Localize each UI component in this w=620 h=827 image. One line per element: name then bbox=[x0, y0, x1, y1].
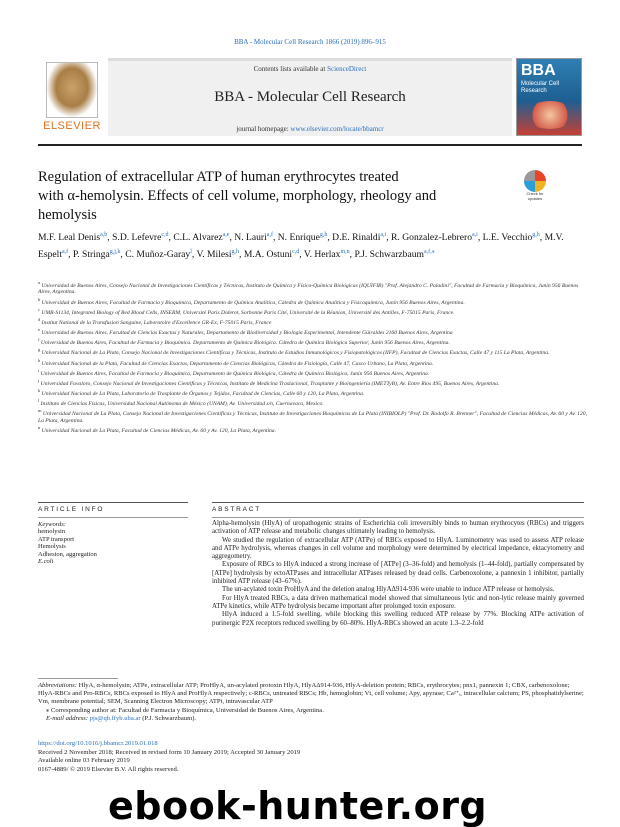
affiliation bbox=[38, 358, 588, 367]
check-for-updates-button[interactable] bbox=[522, 170, 548, 200]
affiliation bbox=[38, 378, 588, 387]
doi-link[interactable]: https://doi.org/10.1016/j.bbamcr.2019.01.018 bbox=[38, 740, 158, 747]
journal-banner bbox=[108, 58, 512, 136]
homepage-line bbox=[108, 125, 512, 133]
keywords-label: Keywords: bbox=[38, 521, 66, 528]
affiliation-text: Universidad Nacional de La Plata, Consejo Nacional de Investigaciones Científicas y Técnicas, Instituto de Investigaciones Bioquímicas de La Plata (INIBIOLP) "Prof. Dr. Rodolfo R. Brenner", Facultad de Ciencias Médicas, Av. 60 y Av. 120, La Plata, Argentina. bbox=[38, 411, 587, 424]
author-name: P. Stringa bbox=[72, 249, 110, 261]
author[interactable] bbox=[173, 232, 229, 243]
paper-title bbox=[38, 168, 508, 225]
affiliation bbox=[38, 347, 588, 356]
elsevier-logo bbox=[38, 58, 106, 136]
abstract-subrule bbox=[212, 517, 584, 518]
author[interactable] bbox=[125, 249, 192, 260]
affiliation-label: c bbox=[38, 306, 40, 312]
affiliation bbox=[38, 368, 588, 377]
author-name: C.L. Alvarez bbox=[173, 232, 223, 244]
author-affiliation-marks[interactable]: c,d bbox=[292, 249, 300, 256]
affiliation-list bbox=[38, 280, 588, 435]
affiliation-label: k bbox=[38, 387, 41, 393]
author[interactable] bbox=[244, 249, 299, 260]
elsevier-tree-icon bbox=[46, 62, 98, 118]
affiliation-label: e bbox=[38, 327, 40, 333]
author[interactable] bbox=[197, 249, 240, 260]
elsevier-logo-text: ELSEVIER bbox=[43, 120, 101, 132]
affiliation-label: n bbox=[38, 424, 41, 430]
homepage-prefix: journal homepage: bbox=[236, 125, 291, 133]
title-line: Regulation of extracellular ATP of human erythrocytes treated bbox=[38, 169, 399, 185]
author-name: S.D. Lefevre bbox=[112, 232, 162, 244]
keywords-block bbox=[38, 521, 188, 566]
author[interactable] bbox=[112, 232, 168, 243]
journal-cover-image bbox=[516, 58, 582, 136]
author[interactable] bbox=[73, 249, 120, 260]
affiliation-text: Universidad Nacional de La Plata, Facultad de Ciencias Médicas, Av. 60 y Av. 120, La Plata, Argentina. bbox=[41, 427, 276, 434]
sciencedirect-link[interactable]: ScienceDirect bbox=[327, 65, 367, 73]
author-affiliation-marks[interactable]: a,f bbox=[61, 249, 69, 256]
author-name: R. Gonzalez-Lebrero bbox=[391, 232, 473, 244]
journal-name: BBA - Molecular Cell Research bbox=[214, 89, 406, 105]
affiliation-text: Institut National de la Transfusion Sanguine, Laboratoire d'Excellence GR-Ex, F-75015 Paris, France bbox=[41, 319, 272, 326]
affiliation bbox=[38, 408, 588, 424]
cover-subtitle: Molecular Cell Research bbox=[521, 81, 560, 94]
affiliation-text: Universidad de Buenos Aires, Consejo Nacional de Investigaciones Científicas y Técnicas, Instituto de Química y Físico-Química Biológicas (IQUIFIB) "Prof. Alejandro C. Paladini", Facultad de Farmacia y Bioquímica, Junín 956 Buenos Aires, Argentina. bbox=[38, 282, 579, 296]
author-name: M.F. Leal Denis bbox=[38, 232, 101, 244]
author[interactable] bbox=[354, 249, 434, 260]
affiliation-label: d bbox=[38, 316, 41, 322]
abbreviations-footnote bbox=[38, 682, 586, 707]
author[interactable] bbox=[483, 232, 540, 243]
author-affiliation-marks[interactable]: c,d bbox=[161, 232, 169, 238]
author-affiliation-marks[interactable]: g,h bbox=[319, 232, 328, 238]
affiliation-label: l bbox=[38, 398, 40, 404]
affiliation-label: i bbox=[38, 367, 40, 373]
keyword: hemolysin bbox=[38, 528, 66, 535]
abbreviations-label: Abbreviations: bbox=[38, 682, 77, 689]
affiliation-label: f bbox=[38, 337, 40, 343]
abstract-paragraph: Exposure of RBCs to HlyA induced a strong increase of [ATPe] (3–36-fold) and hemolysis (1–44-fold), partially compensated by [ATPe] hydrolysis by ectoATPases and intracellular ATPases released by dead cells. Carbenoxolone, a pannexin 1 inhibitor, partially inhibited ATP release (43–67%). bbox=[212, 561, 584, 586]
crossmark-label: Check for updates bbox=[526, 191, 544, 201]
affiliation bbox=[38, 398, 588, 407]
abstract-paragraph: The un-acylated toxin ProHlyA and the deletion analog HlyAΔ914-936 were unable to induce ATP release or hemolysis. bbox=[222, 586, 555, 594]
author-name: D.E. Rinaldi bbox=[332, 232, 381, 244]
abstract-body bbox=[212, 520, 584, 628]
author-affiliation-marks[interactable]: g,h bbox=[231, 249, 240, 256]
email-footnote bbox=[38, 715, 586, 723]
author-name: N. Lauri bbox=[234, 232, 267, 244]
affiliation-text: Universidad Nacional de La Plata, Laboratorio de Trasplante de Órganos y Tejidos, Facultad de Ciencias, Calle 60 y 120, La Plata, Argentina. bbox=[41, 390, 365, 397]
author[interactable] bbox=[234, 232, 273, 243]
keyword: Adhesion, aggregation bbox=[38, 550, 97, 558]
author-name: C. Muñoz-Garay bbox=[125, 249, 191, 261]
abstract-heading: ABSTRACT bbox=[212, 506, 262, 513]
affiliation bbox=[38, 317, 588, 326]
corresponding-author-note: ⁎ Corresponding author at: Facultad de Farmacia y Bioquímica, Universidad de Buenos Aires, Argentina. bbox=[46, 706, 324, 714]
affiliation bbox=[38, 327, 588, 336]
keyword: ATP transport bbox=[38, 535, 75, 543]
author[interactable] bbox=[304, 249, 350, 260]
author-name: V. Milesi bbox=[196, 249, 232, 261]
watermark-text: ebook-hunter.org bbox=[108, 784, 488, 827]
author[interactable] bbox=[38, 232, 107, 243]
abbreviations-text: HlyA, α-hemolysin; ATPe, extracellular ATP; ProHlyA, un-acylated protoxin HlyA, HlyAΔ914-936, HlyA-deletion protein; RBCs, erythrocytes; pnx1, pannexin 1; CBX, carbenoxolone; HlyA-RBCs and Pro-RBCs, RBCs exposed to HlyA and ProHlyA respectively; c-RBCs, untreated RBCs; Hb, hemoglobin; Vt, cell volume; Apy, apyrase; Ca²⁺ᵢ, intracellular calcium; PS, phosphatidylserine; Vm, membrane potential; SEM, Scanning Electron Microscopy; ATPi, intravascular ATP bbox=[38, 682, 584, 706]
affiliation-text: Universidad de Buenos Aires, Facultad de Farmacia y Bioquímica, Departamento de Química Biológica, Cátedra de Química Biológica, Junín 956 Buenos Aires, Argentina. bbox=[40, 370, 430, 377]
author-affiliation-marks[interactable]: a,f,⁎ bbox=[424, 249, 435, 256]
abstract-paragraph: For HlyA treated RBCs, a data driven mathematical model showed that simultaneous lytic and non-lytic release mainly governed ATPe kinetics, while ATPe hydrolysis became important after prolonged toxin exposure. bbox=[212, 594, 584, 610]
affiliation-label: h bbox=[38, 357, 41, 363]
keyword: E.coli bbox=[38, 558, 54, 566]
keyword: Hemolysis bbox=[38, 543, 66, 551]
article-info-rule bbox=[38, 502, 188, 503]
affiliation bbox=[38, 280, 588, 296]
affiliation-text: Universidad de Buenos Aires, Facultad de Farmacia y Bioquímica. Departamento de Química Biológica. Cátedra de Química Biológica Superior, Junín 956 Buenos Aires, Argentina. bbox=[40, 340, 450, 347]
author-list: M.F. Leal Denis$^{a,b}$, S.D. Lefevre$^{c,d}$, C.L. Alvarez$^{a,e}$, N. Lauri$^{a,f}$, N. Enrique$^{g,h}$, D.E. Rinaldi$^{a,i}$, R. Gonzalez-Lebrero$^{a,i}$, L.E. Vecchio$^{g,h}$, M.V. Espelt$^{a,f}$, P. Stringa$^{g,j,k}$, C. Muñoz-Garay$^l$, V. Milesi$^{g,h}$, M.A. Ostuni$^{c,d}$, V. Herlax$^{m,n}$, P.J. Schwarzbaum$^{a,f,⁎}$ bbox=[38, 232, 564, 261]
footnotes bbox=[38, 682, 586, 723]
email-label: E-mail address: bbox=[46, 714, 89, 722]
cover-title: BBA bbox=[521, 62, 556, 79]
author-affiliation-marks[interactable]: a,f bbox=[266, 232, 273, 238]
author-name: V. Herlax bbox=[303, 249, 341, 261]
affiliation-label: b bbox=[38, 296, 41, 302]
footnote-rule bbox=[38, 678, 118, 679]
author-name: M.A. Ostuni bbox=[243, 249, 293, 261]
affiliation-label: m bbox=[38, 408, 42, 414]
contents-line bbox=[108, 65, 512, 73]
author-affiliation-marks[interactable]: g,j,k bbox=[109, 249, 121, 256]
article-history bbox=[38, 740, 438, 774]
article-info-heading: ARTICLE INFO bbox=[38, 506, 105, 513]
article-info-subrule bbox=[38, 517, 188, 518]
affiliation-label: j bbox=[38, 377, 40, 383]
author-name: M.V. Espelt bbox=[38, 232, 564, 261]
abstract-paragraph: We studied the regulation of extracellular ATP (ATPe) of RBCs exposed to HlyA. Luminometry was used to assess ATP release and ATPe hydrolysis, whereas changes in cell volume and morphology were determined by electrical impedance, ektacytometry and aggregometry. bbox=[212, 536, 584, 561]
header-divider bbox=[38, 144, 582, 146]
author-affiliation-marks[interactable]: a,b bbox=[100, 232, 108, 238]
affiliation bbox=[38, 425, 588, 434]
affiliation bbox=[38, 388, 588, 397]
cover-art bbox=[525, 101, 575, 129]
abstract-rule bbox=[212, 502, 584, 503]
author-affiliation-marks[interactable]: a,i bbox=[380, 232, 387, 238]
email-link[interactable]: pjs@qb.ffyb.uba.ar bbox=[89, 714, 141, 722]
affiliation-label: a bbox=[38, 280, 40, 285]
contents-prefix: Contents lists available at bbox=[253, 65, 328, 73]
received-dates: Received 2 November 2018; Received in revised form 10 January 2019; Accepted 30 January 2019 bbox=[38, 748, 301, 756]
journal-citation[interactable]: BBA - Molecular Cell Research 1866 (2019) 896–915 bbox=[234, 38, 386, 46]
author-name: L.E. Vecchio bbox=[482, 232, 533, 244]
affiliation-text: Universidad de Buenos Aires, Facultad de Farmacia y Bioquímica, Departamento de Química Analítica, Cátedra de Química Analítica y Fisicoquímica, Junín 956 Buenos Aires, Argentina. bbox=[41, 299, 465, 306]
abstract-paragraph: Alpha-hemolysin (HlyA) of uropathogenic strains of Escherichia coli irreversibly binds to human erythrocytes (RBCs) and triggers activation of ATP release and metabolic changes ultimately leading to hemolysis. bbox=[212, 520, 584, 536]
author-affiliation-marks[interactable]: l bbox=[190, 249, 192, 256]
author-name: N. Enrique bbox=[277, 232, 320, 244]
title-line: with α-hemolysin. Effects of cell volume, morphology, rheology and bbox=[38, 188, 437, 204]
affiliation-text: Instituto de Ciencias Físicas, Universidad Nacional Autónoma de México (UNAM), Av. Universidad s/n, Cuernavaca, Mexico. bbox=[40, 400, 324, 407]
author[interactable] bbox=[332, 232, 386, 243]
author-name: P.J. Schwarzbaum bbox=[354, 249, 424, 261]
author-affiliation-marks[interactable]: a,i bbox=[472, 232, 478, 238]
email-suffix: (P.J. Schwarzbaum). bbox=[142, 714, 197, 722]
title-line: hemolysis bbox=[38, 207, 97, 223]
affiliation-text: Universidad de Buenos Aires, Facultad de Ciencias Exactas y Naturales, Departamento de Biodiversidad y Biología Experimental, Intendente Güiraldes 2160 Buenos Aires, Argentina bbox=[41, 329, 453, 336]
crossmark-icon bbox=[524, 170, 546, 192]
available-online: Available online 03 February 2019 bbox=[38, 757, 130, 765]
author[interactable] bbox=[278, 232, 328, 243]
copyright-notice: 0167-4889/ © 2019 Elsevier B.V. All rights reserved. bbox=[38, 765, 179, 773]
affiliation-label: g bbox=[38, 347, 41, 353]
affiliation-text: Universidad Nacional de la Plata, Facultad de Ciencias Exactas, Departamento de Ciencias Biológicas, Cátedra de Fisiología, Calle 47, Casco Urbano, La Plata, Argentina. bbox=[41, 360, 434, 367]
affiliation-text: Universidad Nacional de La Plata, Consejo Nacional de Investigaciones Científicas y Técnicas, Instituto de Estudios Inmunológicos y Fisiopatológicos (IIFP), Facultad de Ciencias Exactas, Calle 47 y 115 La Plata, Argentina. bbox=[41, 350, 550, 357]
abstract-paragraph: HlyA induced a 1.5-fold swelling, while blocking this swelling reduced ATP release by 77%. Blocking ATPe activation of purinergic P2X receptors reduced swelling by 60–80%. HlyA-RBCs showed an acute 1.3–2.2-fold bbox=[212, 611, 584, 627]
affiliation bbox=[38, 337, 588, 346]
journal-header bbox=[38, 58, 582, 140]
homepage-link[interactable]: www.elsevier.com/locate/bbamcr bbox=[290, 125, 384, 133]
author-affiliation-marks[interactable]: g,h bbox=[532, 232, 540, 238]
author[interactable] bbox=[391, 232, 478, 243]
affiliation bbox=[38, 307, 588, 316]
author-affiliation-marks[interactable]: m,n bbox=[340, 249, 350, 256]
affiliation-text: UMR-S1134, Integrated Biology of Red Blood Cells, INSERM, Université Paris Diderot, Sorbonne Paris Cité, Université de la Réunion, Université des Antilles, F-75015 Paris, France. bbox=[41, 309, 455, 316]
affiliation bbox=[38, 297, 588, 306]
affiliation-text: Universidad Favaloro, Consejo Nacional de Investigaciones Científicas y Técnicas, Instituto de Medicina Traslacional, Trasplante y Bioingeniería (IMETTyB), Av. Entre Ríos 495, Buenos Aires, Argentina. bbox=[40, 380, 500, 387]
author-affiliation-marks[interactable]: a,e bbox=[222, 232, 230, 238]
